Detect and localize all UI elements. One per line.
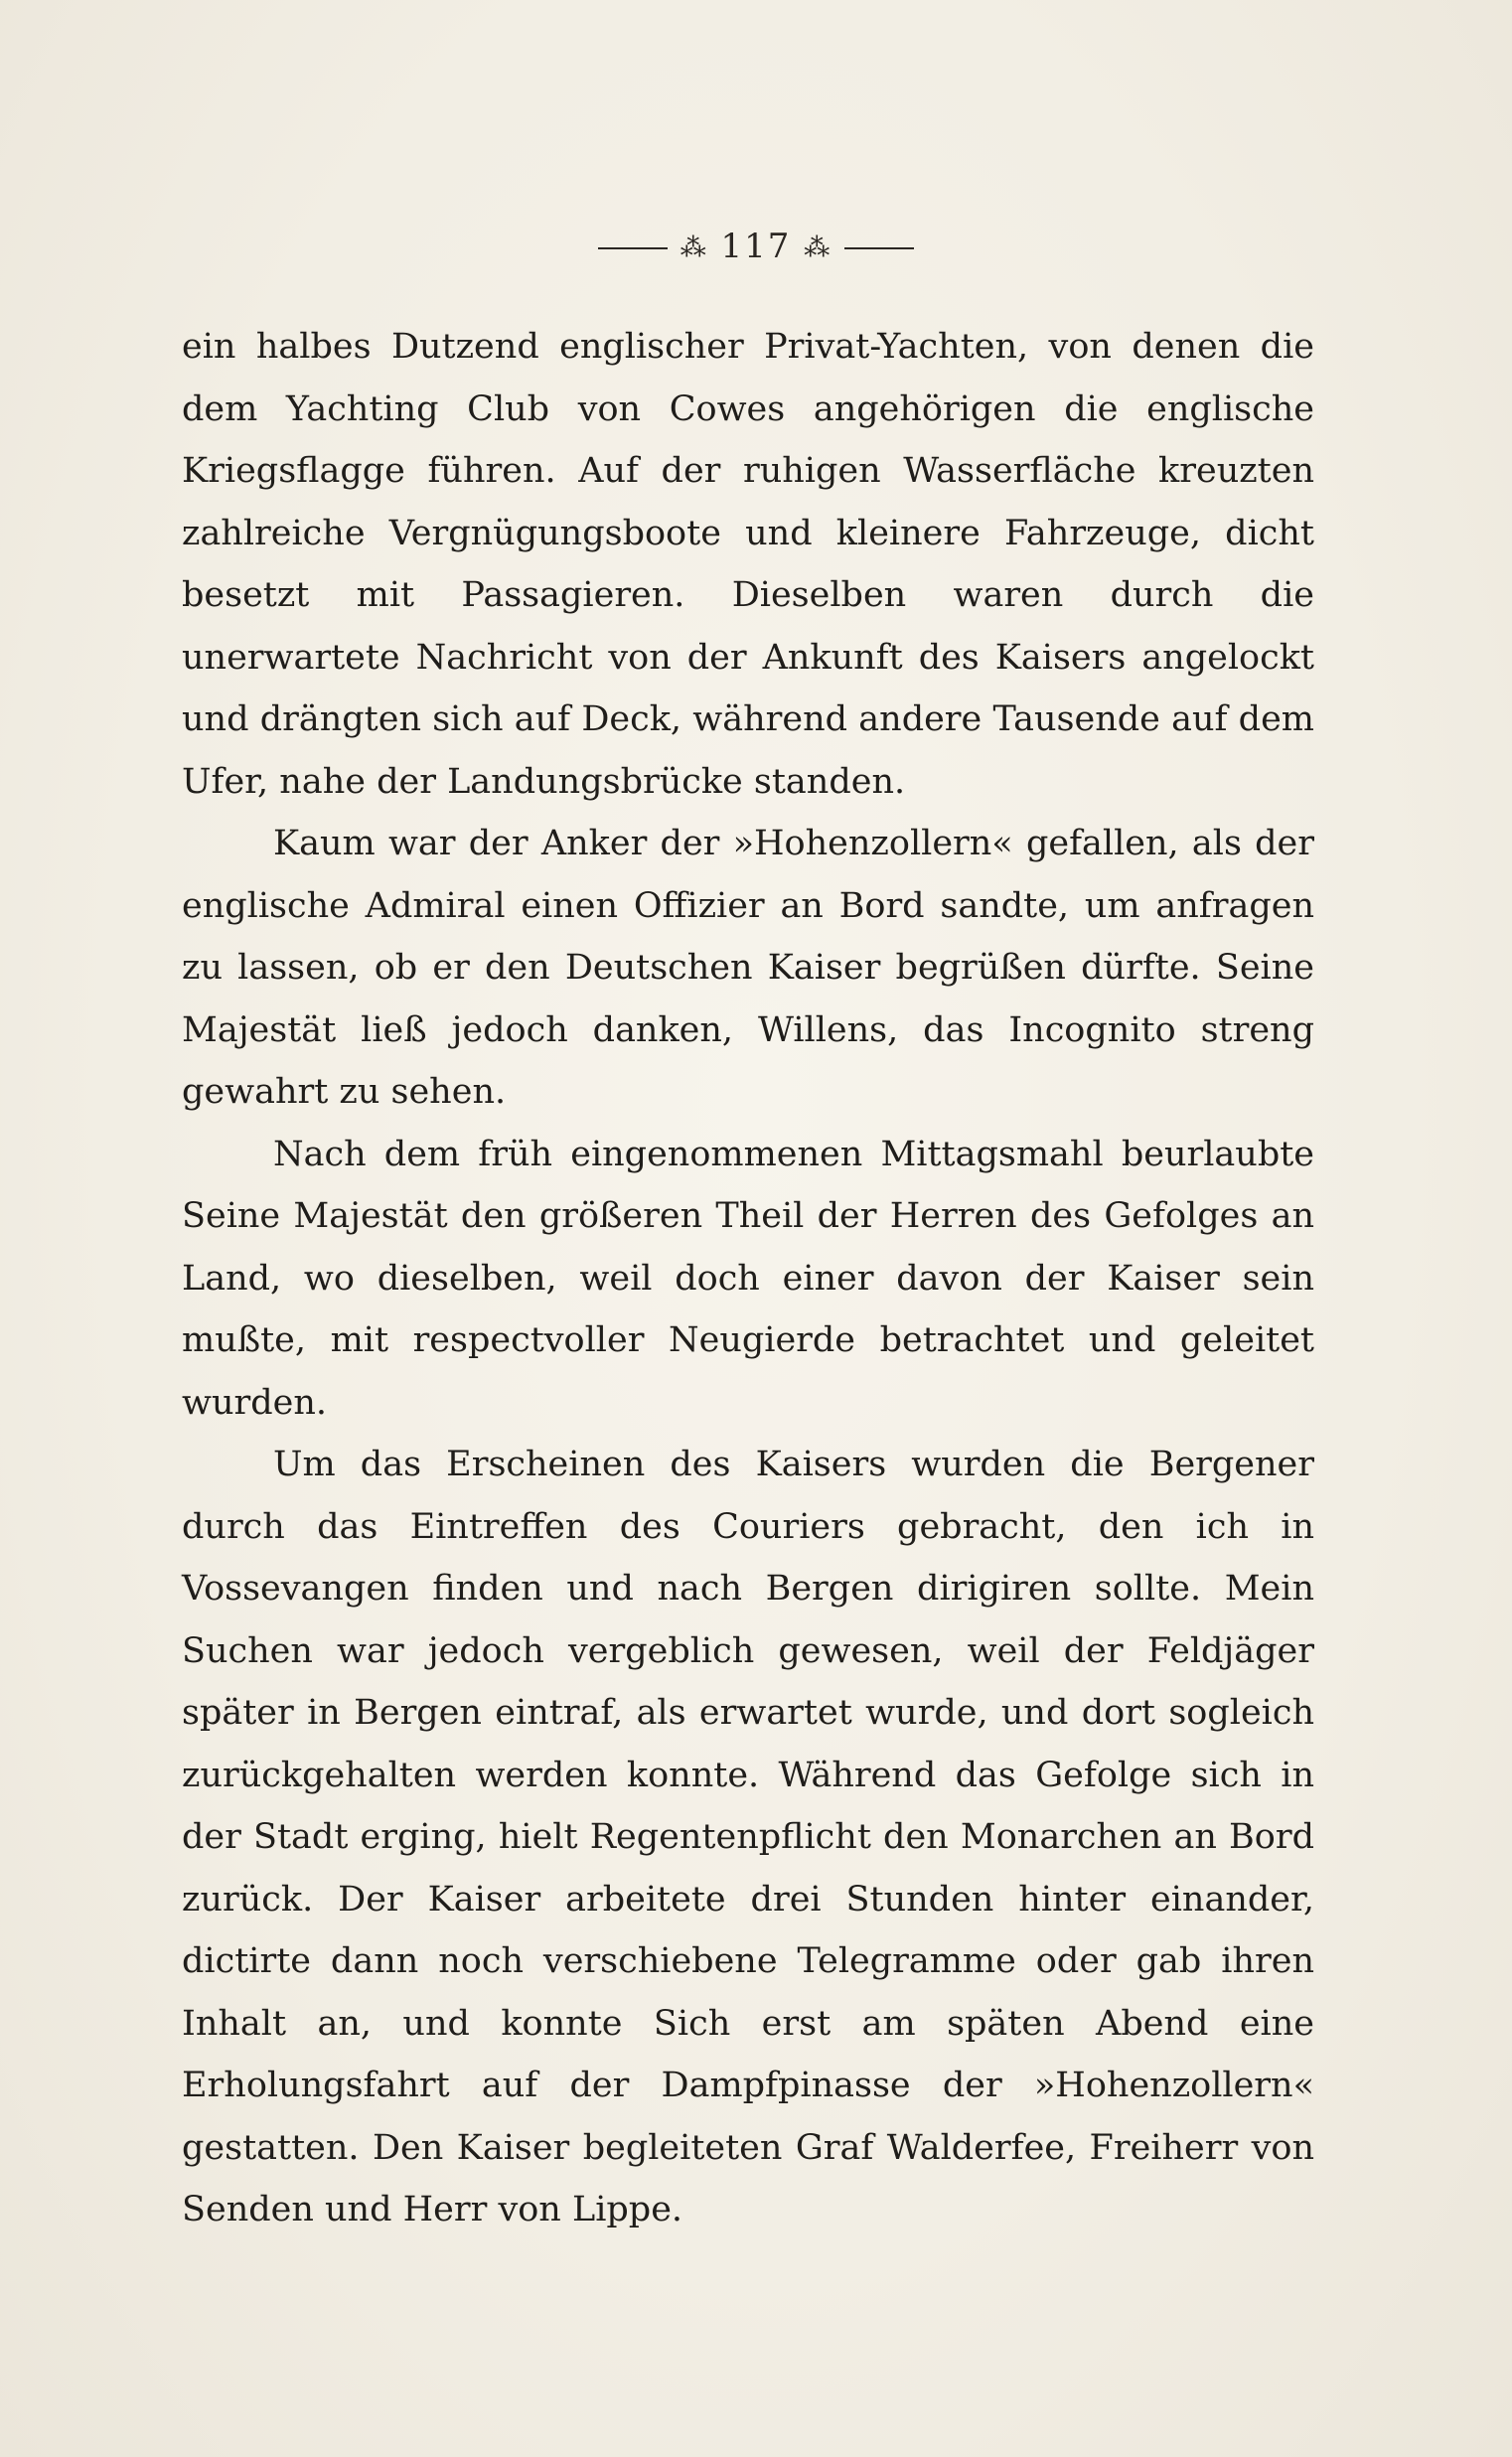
paragraph: Nach dem früh eingenommenen Mittagsmahl beurlaubte Seine Majestät den größeren Theil der Herren des Gefolges an Land, wo dieselben, weil doch einer davon der Kaiser sein mußte, mit respectvoller Neugierde betrachtet und geleitet wurden. — [182, 1134, 1314, 1423]
left-rule — [598, 247, 668, 249]
page-header — [0, 227, 1512, 266]
left-ornament-icon: ⁂ — [680, 233, 708, 263]
body-text — [182, 316, 1314, 2241]
paragraph: Kaum war der Anker der »Hohenzollern« gefallen, als der englische Admiral einen Offizier an Bord sandte, um anfragen zu lassen, ob er den Deutschen Kaiser begrüßen dürfte. Seine Majestät ließ jedoch danken, Willens, das Incognito streng gewahrt zu sehen. — [182, 824, 1314, 1112]
right-rule — [844, 247, 914, 249]
right-ornament-icon: ⁂ — [804, 233, 832, 263]
paragraph: Um das Erscheinen des Kaisers wurden die Bergener durch das Eintreffen des Couriers gebracht, den ich in Vossevangen finden und nach Bergen dirigiren sollte. Mein Suchen war jedoch vergeblich gewesen, weil der Feldjäger später in Bergen eintraf, als erwartet wurde, und dort sogleich zurückgehalten werden konnte. Während das Gefolge sich in der Stadt erging, hielt Regentenpflicht den Monarchen an Bord zurück. Der Kaiser arbeitete drei Stunden hinter einander, dictirte dann noch verschiebene Telegramme oder gab ihren Inhalt an, und konnte Sich erst am späten Abend eine Erholungsfahrt auf der Dampfpinasse der »Hohenzollern« gestatten. Den Kaiser begleiteten Graf Walderfee, Freiherr von Senden und Herr von Lippe. — [182, 1445, 1314, 2229]
page-number: 117 — [720, 227, 792, 266]
paragraph: ein halbes Dutzend englischer Privat-Yachten, von denen die dem Yachting Club von Cowes angehörigen die englische Kriegsflagge führen. Auf der ruhigen Wasserfläche kreuzten zahlreiche Vergnügungsboote und kleinere Fahrzeuge, dicht besetzt mit Passagieren. Dieselben waren durch die unerwartete Nachricht von der Ankunft des Kaisers angelockt und drängten sich auf Deck, während andere Tausende auf dem Ufer, nahe der Landungsbrücke standen. — [182, 327, 1314, 802]
